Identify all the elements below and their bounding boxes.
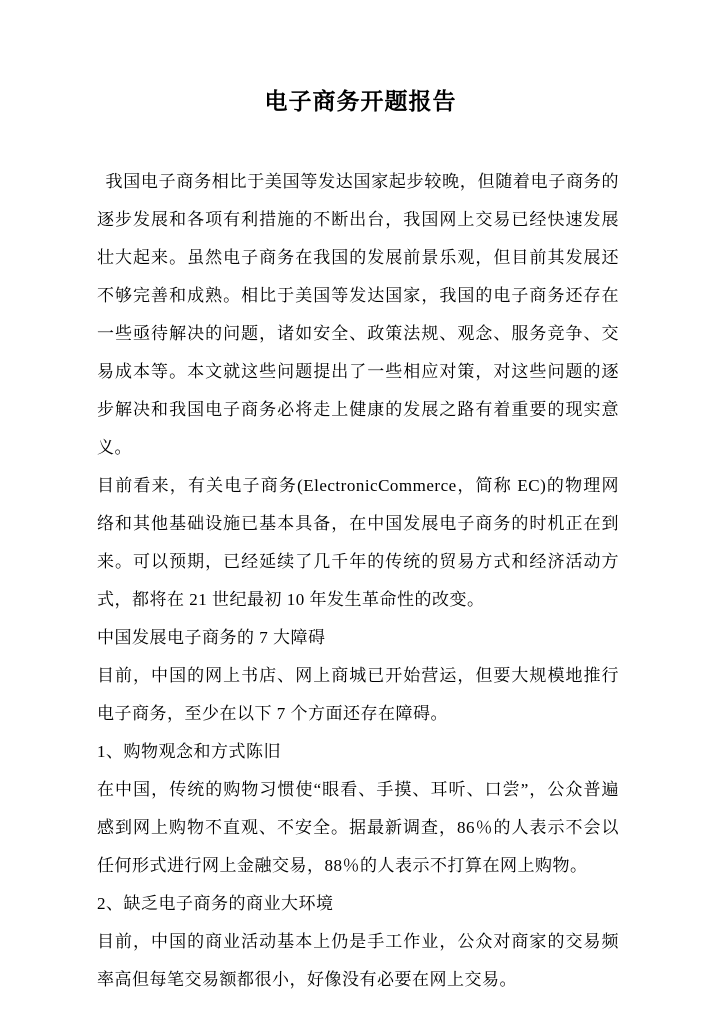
paragraph-intro: 我国电子商务相比于美国等发达国家起步较晚，但随着电子商务的逐步发展和各项有利措施的不断出台，我国网上交易已经快速发展壮大起来。虽然电子商务在我国的发展前景乐观，但目前其发展还不够完善和成熟。相比于美国等发达国家，我国的电子商务还存在一些亟待解决的问题，诸如安全、政策法规、观念、服务竞争、交易成本等。本文就这些问题提出了一些相应对策，对这些问题的逐步解决和我国电子商务必将走上健康的发展之路有着重要的现实意义。 xyxy=(97,172,619,457)
paragraph-obstacle-1: 在中国，传统的购物习惯使“眼看、手摸、耳听、口尝”，公众普遍感到网上购物不直观、不安全。据最新调查，86％的人表示不会以任何形式进行网上金融交易，88％的人表示不打算在网上购物。 xyxy=(97,780,619,875)
paragraph-obstacles-intro: 目前，中国的网上书店、网上商城已开始营运，但要大规模地推行电子商务，至少在以下 7 个方面还存在障碍。 xyxy=(97,666,619,723)
heading-seven-obstacles: 中国发展电子商务的 7 大障碍 xyxy=(97,628,326,647)
paragraph-outlook: 目前看来，有关电子商务(ElectronicCommerce，简称 EC)的物理网络和其他基础设施已基本具备，在中国发展电子商务的时机正在到来。可以预期，已经延续了几千年的传统的贸易方式和经济活动方式，都将在 21 世纪最初 10 年发生革命性的改变。 xyxy=(97,476,619,609)
heading-obstacle-1: 1、购物观念和方式陈旧 xyxy=(97,742,281,761)
document-title: 电子商务开题报告 xyxy=(264,89,457,114)
document-body xyxy=(97,163,619,999)
heading-obstacle-2: 2、缺乏电子商务的商业大环境 xyxy=(97,894,334,913)
paragraph-obstacle-2: 目前，中国的商业活动基本上仍是手工作业，公众对商家的交易频率高但每笔交易额都很小，好像没有必要在网上交易。 xyxy=(97,932,619,989)
